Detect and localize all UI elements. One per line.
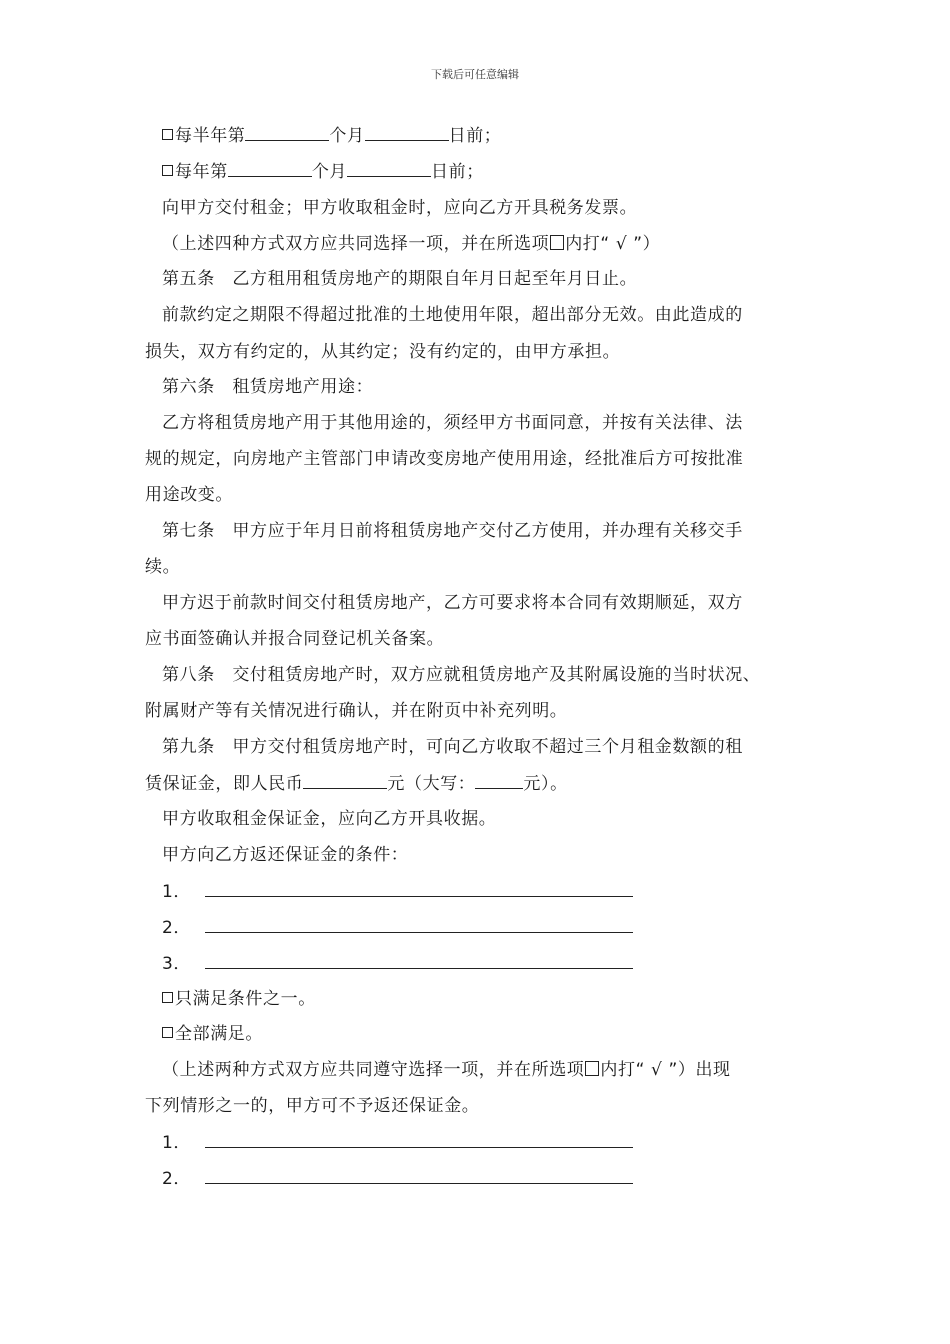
text: （上述四种方式双方应共同选择一项，并在所选项 — [162, 234, 550, 254]
blank-field[interactable] — [205, 879, 633, 897]
paragraph-line: 向甲方交付租金；甲方收取租金时，应向乙方开具税务发票。 — [162, 198, 638, 218]
paragraph-line: 甲方收取租金保证金，应向乙方开具收据。 — [162, 809, 497, 829]
checkbox-icon[interactable] — [162, 992, 173, 1003]
checkbox-icon[interactable] — [162, 1027, 173, 1038]
blank-field[interactable] — [205, 951, 633, 969]
blank-field[interactable] — [205, 915, 633, 933]
checkbox-icon[interactable] — [162, 165, 173, 176]
text: 元（大写： — [387, 774, 476, 794]
blank-field[interactable] — [228, 159, 312, 177]
paragraph-line: 前款约定之期限不得超过批准的土地使用年限，超出部分无效。由此造成的 — [162, 305, 743, 325]
blank-field[interactable] — [245, 123, 329, 141]
text: 个月 — [329, 126, 365, 146]
item-number: 1． — [162, 882, 192, 902]
blank-field[interactable] — [205, 1130, 633, 1148]
checkbox-icon — [550, 235, 564, 250]
article-8: 第八条 交付租赁房地产时，双方应就租赁房地产及其附属设施的当时状况、 — [162, 665, 761, 685]
text: 个月 — [311, 162, 348, 182]
text: 日前； — [431, 162, 484, 182]
paragraph-line: 损失，双方有约定的，从其约定；没有约定的，由甲方承担。 — [145, 342, 621, 362]
blank-field[interactable] — [205, 1166, 633, 1184]
article-5: 第五条 乙方租用租赁房地产的期限自年月日起至年月日止。 — [162, 269, 638, 289]
text: 内打“ √ ”） — [565, 234, 661, 254]
text: 每半年第 — [175, 126, 246, 146]
deposit-words-field[interactable] — [475, 771, 523, 789]
text: 赁保证金，即人民币 — [145, 774, 304, 794]
option-one-condition — [162, 987, 316, 1011]
paragraph-line: 应书面签确认并报合同登记机关备案。 — [145, 629, 445, 649]
blank-field[interactable] — [365, 123, 449, 141]
exception-item — [162, 1130, 633, 1155]
option-yearly — [162, 159, 484, 184]
paragraph-line: 用途改变。 — [145, 485, 233, 505]
text: 全部满足。 — [175, 1024, 263, 1044]
paragraph-line: 甲方迟于前款时间交付租赁房地产，乙方可要求将本合同有效期顺延，双方 — [162, 593, 743, 613]
article-9: 第九条 甲方交付租赁房地产时，可向乙方收取不超过三个月租金数额的租 — [162, 737, 743, 757]
item-number: 2． — [162, 1169, 192, 1189]
text: （上述两种方式双方应共同遵守选择一项，并在所选项 — [162, 1060, 585, 1080]
checkbox-icon — [585, 1061, 599, 1076]
condition-item — [162, 879, 633, 904]
paragraph-line — [162, 1058, 731, 1082]
item-number: 3． — [162, 954, 192, 974]
text: 只满足条件之一。 — [175, 989, 316, 1009]
item-number: 1． — [162, 1133, 192, 1153]
text: 日前； — [448, 126, 502, 146]
deposit-line — [145, 771, 568, 796]
deposit-amount-field[interactable] — [303, 771, 387, 789]
text: 内打“ √ ”）出现 — [600, 1060, 731, 1080]
text: 元）。 — [523, 774, 568, 794]
page-header: 下载后可任意编辑 — [431, 68, 519, 81]
paragraph-line: 续。 — [145, 557, 181, 577]
item-number: 2． — [162, 918, 192, 938]
option-half-year — [162, 123, 501, 148]
paragraph-line: 规的规定，向房地产主管部门申请改变房地产使用用途，经批准后方可按批准 — [145, 449, 744, 469]
text: 每年第 — [175, 162, 228, 182]
checkbox-icon[interactable] — [162, 129, 173, 140]
paragraph-line: 附属财产等有关情况进行确认，并在附页中补充列明。 — [145, 701, 568, 721]
exception-item — [162, 1166, 633, 1191]
paragraph-line: 乙方将租赁房地产用于其他用途的，须经甲方书面同意，并按有关法律、法 — [162, 413, 743, 433]
paragraph-line: 甲方向乙方返还保证金的条件： — [162, 845, 409, 865]
paragraph-line — [162, 232, 660, 256]
condition-item — [162, 951, 633, 976]
condition-item — [162, 915, 633, 940]
article-7: 第七条 甲方应于年月日前将租赁房地产交付乙方使用，并办理有关移交手 — [162, 521, 743, 541]
option-all-conditions — [162, 1022, 263, 1046]
blank-field[interactable] — [347, 159, 431, 177]
article-6: 第六条 租赁房地产用途： — [162, 377, 374, 397]
paragraph-line: 下列情形之一的，甲方可不予返还保证金。 — [145, 1096, 480, 1116]
